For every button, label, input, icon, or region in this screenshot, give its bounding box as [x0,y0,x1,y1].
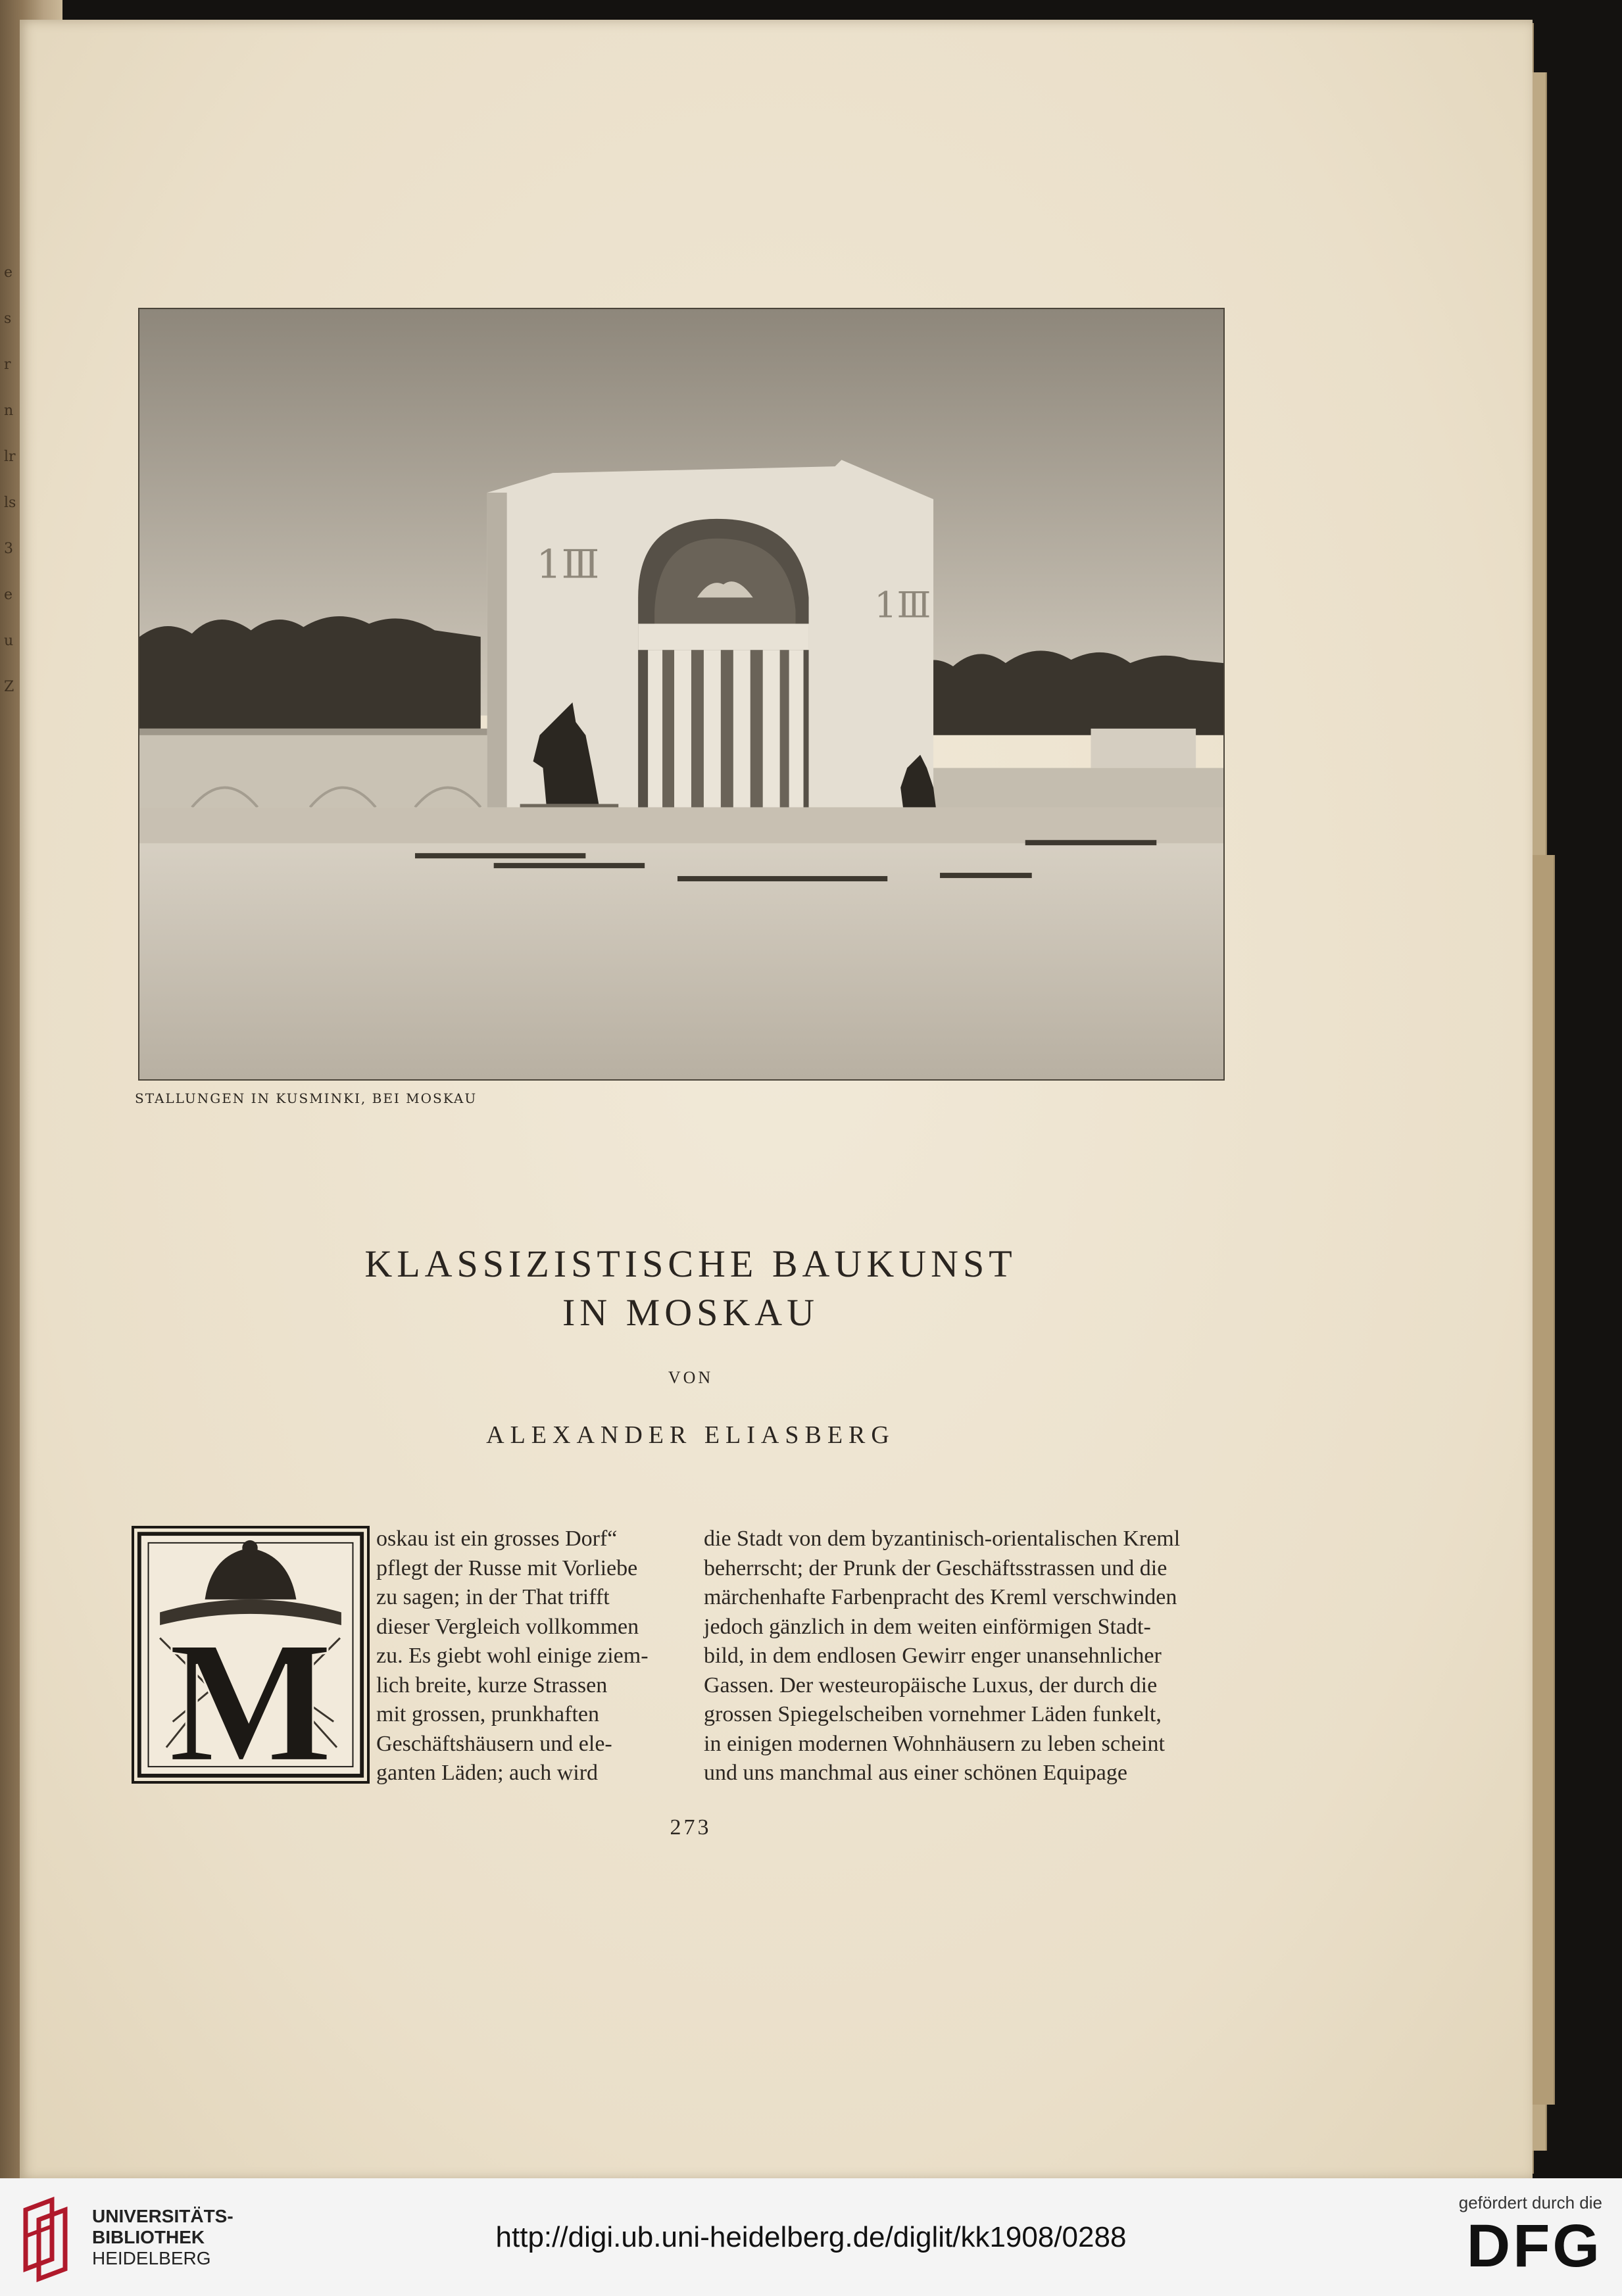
sponsor-label: gefördert durch die [1458,2193,1602,2212]
article-title-line1: KLASSIZISTISCHE BAUKUNST [364,1242,1017,1285]
text-line: grossen Spiegelscheiben vornehmer Läden funkelt, [704,1702,1162,1726]
text-line: Geschäftshäusern und ele- [376,1731,612,1756]
author-name: ALEXANDER ELIASBERG [486,1421,895,1449]
text-line: die Stadt von dem byzantinisch-orientalischen Kreml [704,1527,1181,1551]
document-url-link[interactable]: http://digi.ub.uni-heidelberg.de/diglit/kk1908/0288 [495,2221,1127,2253]
text-line: und uns manchmal aus einer schönen Equipage [704,1761,1127,1785]
text-line: bild, in dem endlosen Gewirr enger unansehnlicher [704,1644,1162,1668]
text-line: mit grossen, prunkhaften [376,1702,599,1726]
text-line: zu sagen; in der That trifft [376,1585,610,1609]
library-line3: HEIDELBERG [92,2248,211,2268]
text-line: zu. Es giebt wohl einige ziem- [376,1644,649,1668]
byline-von: VON [668,1368,714,1387]
photograph-stables-kusminki [138,308,1225,1081]
text-line: dieser Vergleich vollkommen [376,1614,639,1639]
decorated-initial-m [132,1526,370,1784]
spine-text: e sr n lr ls 3e u Z [4,264,16,695]
text-line: märchenhafte Farbenpracht des Kreml verschwinden [704,1585,1177,1609]
text-line: in einigen modernen Wohnhäusern zu leben scheint [704,1731,1165,1756]
library-line1: UNIVERSITÄTS- [92,2206,233,2226]
text-line: lich breite, kurze Strassen [376,1673,608,1698]
library-line2: BIBLIOTHEK [92,2227,205,2247]
text-line: ganten Läden; auch wird [376,1761,599,1785]
text-line: beherrscht; der Prunk der Geschäftsstrassen und die [704,1555,1167,1580]
svg-text:1Ⅲ: 1Ⅲ [536,541,600,588]
article-title-line2: IN MOSKAU [562,1291,820,1334]
photo-caption: STALLUNGEN IN KUSMINKI, BEI MOSKAU [135,1090,478,1106]
svg-text:1Ⅲ: 1Ⅲ [874,584,931,626]
text-column-right [704,1525,1244,1788]
text-line: oskau ist ein grosses Dorf“ [376,1527,618,1551]
page-number: 273 [670,1815,712,1840]
text-line: jedoch gänzlich in dem weiten einförmigen Stadt- [704,1614,1151,1639]
footer-bar [0,2178,1622,2296]
text-line: pflegt der Russe mit Vorliebe [376,1555,638,1580]
sponsor-block[interactable] [1431,2193,1602,2279]
dfg-logo: DFG [1466,2212,1602,2280]
text-column-left [376,1525,676,1788]
text-line: Gassen. Der westeuropäische Luxus, der durch die [704,1673,1158,1698]
initial-letter-glyph: M [168,1606,333,1781]
